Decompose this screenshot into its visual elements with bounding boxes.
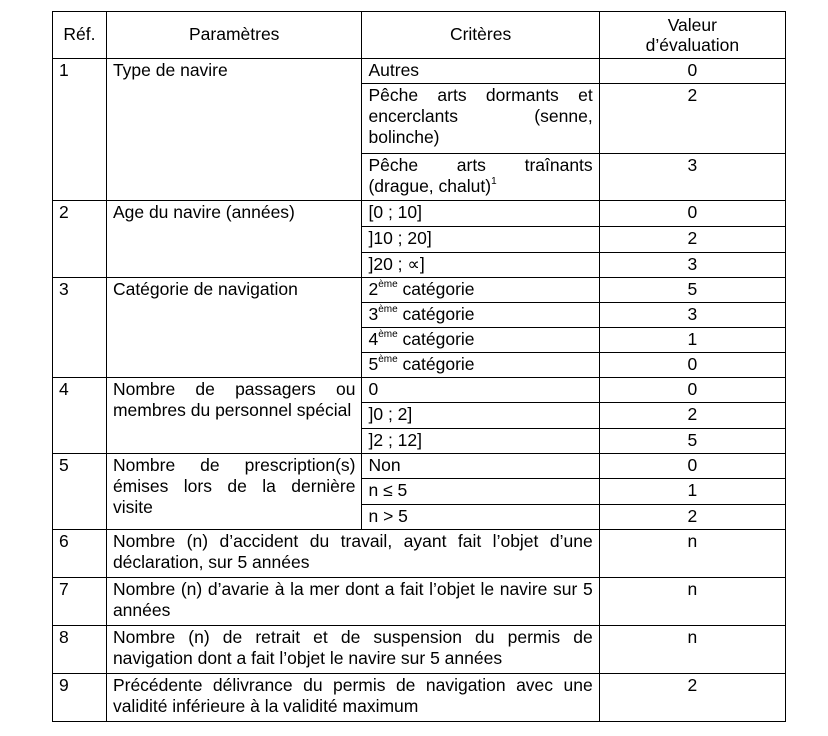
value-cell: 0 [599,353,785,378]
value-cell: 2 [599,403,785,429]
table-row [53,201,786,227]
header-row [53,12,786,59]
criterion-cell: Non [362,454,599,479]
table-row [53,278,786,303]
criterion-cell: ]2 ; 12] [362,429,599,454]
header-ref: Réf. [53,12,107,59]
row-param: Nombre de passagers ou membres du personnel spécial [106,378,362,454]
row-text: Nombre (n) de retrait et de suspension du permis de navigation dont a fait l’objet le navire sur 5 années [106,626,599,674]
row-param: Type de navire [106,59,362,201]
row-ref: 4 [53,378,107,454]
row-ref: 5 [53,454,107,530]
value-cell: 2 [599,505,785,530]
value-cell: 3 [599,303,785,328]
criterion-cell: 4ème catégorie [362,328,599,353]
value-cell: n [599,578,785,626]
row-ref: 7 [53,578,107,626]
table-row [53,59,786,84]
row-ref: 1 [53,59,107,201]
footnote-mark: 1 [491,176,497,187]
criterion-cell: Pêche arts dormants et encerclants (senne, bolinche) [362,84,599,154]
row-ref: 8 [53,626,107,674]
table-row [53,454,786,479]
criterion-cell: 5ème catégorie [362,353,599,378]
row-ref: 9 [53,674,107,722]
criterion-text: Pêche arts traînants (drague, chalut) [368,155,593,196]
criterion-cell: 3ème catégorie [362,303,599,328]
header-val [599,12,785,59]
value-cell: n [599,626,785,674]
value-cell: 5 [599,278,785,303]
criterion-cell: ]10 ; 20] [362,227,599,253]
header-param: Paramètres [106,12,362,59]
value-cell: 0 [599,454,785,479]
row-param: Age du navire (années) [106,201,362,278]
evaluation-table [52,11,786,722]
value-cell: 3 [599,154,785,201]
header-crit: Critères [362,12,599,59]
value-cell: 0 [599,201,785,227]
row-ref: 3 [53,278,107,378]
table-row [53,378,786,403]
table-row [53,626,786,674]
criterion-cell: n > 5 [362,505,599,530]
criterion-cell: 0 [362,378,599,403]
criterion-cell: 2ème catégorie [362,278,599,303]
value-cell: 0 [599,59,785,84]
row-text: Nombre (n) d’accident du travail, ayant fait l’objet d’une déclaration, sur 5 années [106,530,599,578]
value-cell: 1 [599,479,785,505]
criterion-cell: ]20 ; ∝] [362,253,599,278]
value-cell: n [599,530,785,578]
criterion-cell: Autres [362,59,599,84]
row-ref: 2 [53,201,107,278]
table-row [53,530,786,578]
row-text: Précédente délivrance du permis de navigation avec une validité inférieure à la validité maximum [106,674,599,722]
row-param: Catégorie de navigation [106,278,362,378]
row-param: Nombre de prescription(s) émises lors de la dernière visite [106,454,362,530]
table-row [53,674,786,722]
value-cell: 3 [599,253,785,278]
table-row [53,578,786,626]
criterion-cell: ]0 ; 2] [362,403,599,429]
header-val-line2: d’évaluation [645,34,740,55]
header-val-line1: Valeur [667,14,717,35]
criterion-cell: n ≤ 5 [362,479,599,505]
value-cell: 5 [599,429,785,454]
value-cell: 2 [599,227,785,253]
value-cell: 2 [599,84,785,154]
row-ref: 6 [53,530,107,578]
criterion-cell [362,154,599,201]
value-cell: 0 [599,378,785,403]
criterion-cell: [0 ; 10] [362,201,599,227]
value-cell: 2 [599,674,785,722]
value-cell: 1 [599,328,785,353]
row-text: Nombre (n) d’avarie à la mer dont a fait l’objet le navire sur 5 années [106,578,599,626]
